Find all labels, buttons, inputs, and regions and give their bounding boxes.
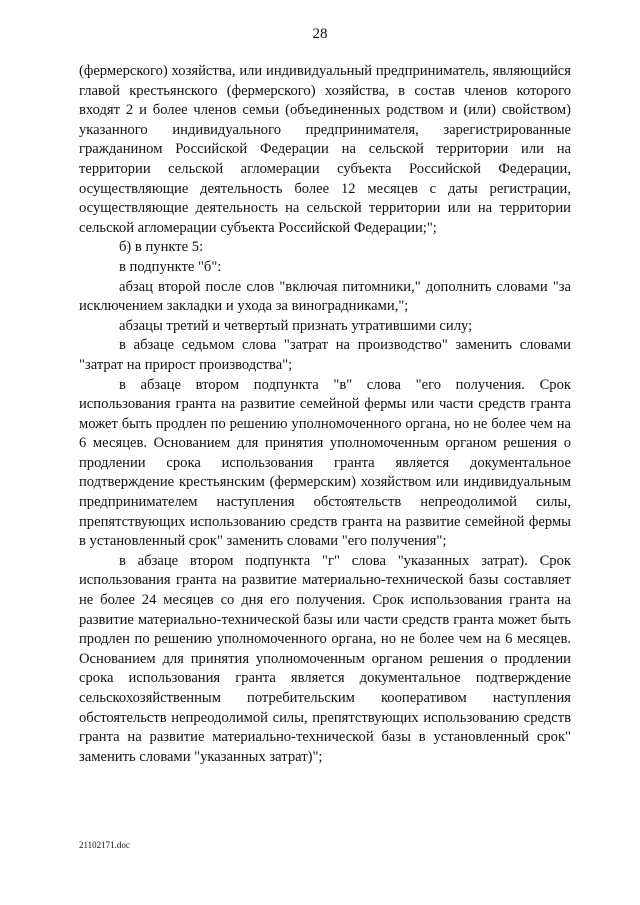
paragraph-4: абзац второй после слов "включая питомники," дополнить словами "за исключением закладки и ухода за виноградниками,"; [79,278,571,315]
paragraph-8: в абзаце втором подпункта "г" слова "указанных затрат). Срок использования гранта на развитие материально-технической базы составляет не более 24 месяцев со дня его получения. Срок использования гранта на развитие материально-технической базы или части средств гранта может быть продлен по решению уполномоченного органа, но не более чем на 6 месяцев. Основанием для принятия уполномоченным органом решения о продлении срока использования гранта является документальное подтверждение сельскохозяйственным потребительским кооперативом наступления обстоятельств непреодолимой силы, препятствующих использованию средств гранта на развитие материально-технической базы в установленный срок" заменить словами "указанных затрат)"; [79,552,571,765]
paragraph-6: в абзаце седьмом слова "затрат на производство" заменить словами "затрат на прирост производства"; [79,337,571,373]
paragraph-3: в подпункте "б": [119,258,222,275]
document-body [79,62,571,767]
page-number: 28 [312,26,328,42]
paragraph-5: абзацы третий и четвертый признать утратившими силу; [119,317,473,334]
paragraph-1: (фермерского) хозяйства, или индивидуальный предприниматель, являющийся главой крестьянского (фермерского) хозяйства, в состав членов которого входят 2 и более членов семьи (объединенных родством и (или) свойством) указанного индивидуального предпринимателя, зарегистрированные гражданином Российской Федерации на сельской территории или на территории сельской агломерации субъекта Российской Федерации, осуществляющие деятельность более 12 месяцев с даты регистрации, осуществляющие деятельность на сельской территории или на территории сельской агломерации субъекта Российской Федерации;"; [79,63,571,236]
paragraph-2: б) в пункте 5: [119,239,204,256]
paragraph-7: в абзаце втором подпункта "в" слова "его получения. Срок использования гранта на развитие семейной фермы или части средств гранта может быть продлен по решению уполномоченного органа, но не более чем на 6 месяцев. Основанием для принятия уполномоченным органом решения о продлении срока использования гранта является документальное подтверждение крестьянским (фермерским) хозяйством или индивидуальным предпринимателем наступления обстоятельств непреодолимой силы, препятствующих использованию средств гранта на развитие семейной фермы в установленный срок" заменить словами "его получения"; [79,376,571,550]
document-footer-filename: 21102171.doc [79,840,130,850]
